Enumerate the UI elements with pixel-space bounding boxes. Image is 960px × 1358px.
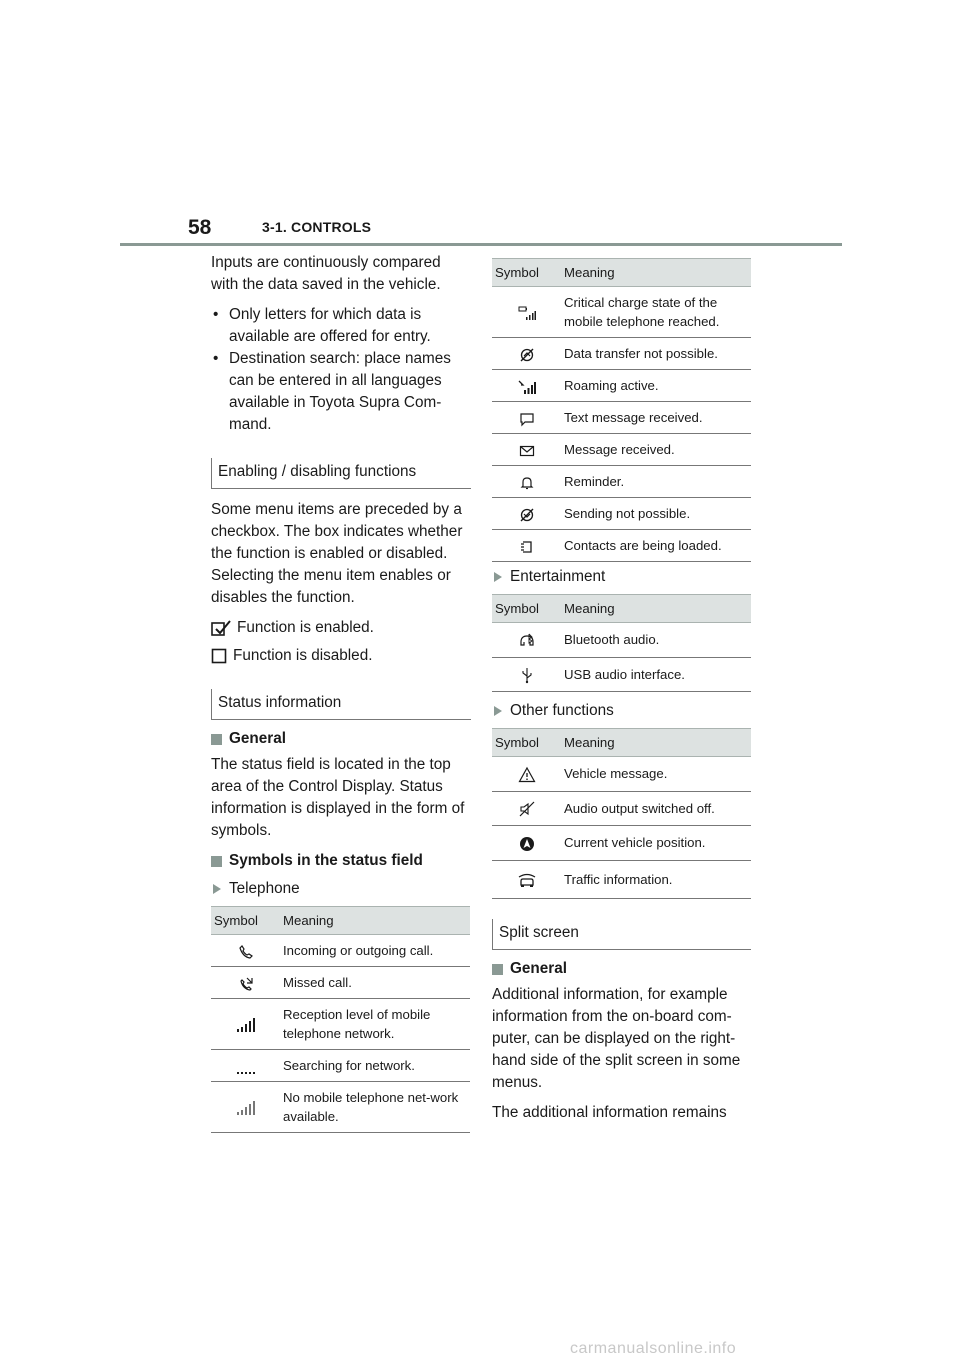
table-row (211, 1050, 470, 1082)
entertainment-heading (494, 568, 752, 586)
general-text: The status field is located in the top area of the Control Display. Status information is displayed in the form of symbols. (211, 756, 465, 839)
meaning-cell: Text message received. (561, 402, 751, 434)
meaning-cell: Incoming or outgoing call. (280, 935, 470, 967)
table-row (492, 338, 751, 370)
traffic-info-icon (516, 871, 538, 889)
table-row (492, 657, 751, 692)
col-meaning: Meaning (561, 595, 751, 623)
triangle-bullet-icon (494, 706, 502, 716)
meaning-cell: Vehicle message. (561, 757, 751, 792)
meaning-cell: Data transfer not possible. (561, 338, 751, 370)
telephone-heading (213, 880, 471, 898)
meaning-cell: Bluetooth audio. (561, 623, 751, 658)
general-heading-right-label: General (510, 960, 567, 978)
meaning-cell: Reception level of mobile telephone network. (280, 999, 470, 1050)
enabled-label: Function is enabled. (237, 619, 374, 636)
watermark: carmanualsonline.info (570, 1340, 737, 1357)
bluetooth-audio-icon (518, 632, 536, 650)
bullet-item: • Only letters for which data is available are offered for entry. (211, 304, 471, 348)
text-message-icon (519, 411, 535, 427)
missed-call-icon (238, 976, 254, 992)
enabled-line (211, 617, 471, 639)
table-row (492, 434, 751, 466)
table-row (492, 370, 751, 402)
meaning-cell: Critical charge state of the mobile telephone reached. (561, 287, 751, 338)
col-symbol: Symbol (211, 907, 280, 935)
telephone-symbol-table (211, 906, 470, 1133)
roaming-icon (518, 379, 536, 395)
meaning-cell: Sending not possible. (561, 498, 751, 530)
meaning-cell: Searching for network. (280, 1050, 470, 1082)
phone-call-icon (238, 944, 254, 960)
symbols-heading-label: Symbols in the status field (229, 852, 423, 869)
square-bullet-icon (211, 856, 222, 867)
triangle-bullet-icon (494, 572, 502, 582)
telephone-heading-label: Telephone (229, 880, 300, 897)
meaning-cell: USB audio interface. (561, 657, 751, 692)
data-transfer-off-icon (519, 347, 535, 363)
meaning-cell: Traffic information. (561, 860, 751, 899)
table-row (492, 826, 751, 861)
sending-off-icon (519, 507, 535, 523)
speaker-off-icon (518, 800, 536, 818)
usb-icon (520, 666, 534, 684)
table-row (211, 967, 470, 999)
meaning-cell: Missed call. (280, 967, 470, 999)
table-row (492, 402, 751, 434)
telephone-symbol-table-cont (492, 258, 751, 562)
meaning-cell: No mobile telephone net-work available. (280, 1082, 470, 1133)
table-row (492, 623, 751, 658)
square-bullet-icon (211, 734, 222, 745)
split-text-continued: The additional information remains (492, 1104, 727, 1122)
col-meaning: Meaning (561, 259, 751, 287)
critical-battery-icon (518, 305, 536, 321)
square-bullet-icon (492, 964, 503, 975)
other-functions-heading-label: Other functions (510, 702, 614, 720)
status-heading: Status information (211, 689, 471, 720)
meaning-cell: Reminder. (561, 466, 751, 498)
warning-icon (518, 766, 536, 784)
disabled-label: Function is disabled. (233, 647, 373, 664)
bullet-item: • Destination search: place names can be entered in all languages available in Toyota Supra Com-mand. (211, 348, 471, 436)
disabled-line (211, 645, 471, 667)
table-row (211, 1082, 470, 1133)
split-text: Additional information, for example information from the on-board com-puter, can be displayed on the right-hand side of the split screen in some menus. (492, 986, 741, 1092)
meaning-cell: Contacts are being loaded. (561, 530, 751, 562)
table-row (211, 935, 470, 967)
meaning-cell: Message received. (561, 434, 751, 466)
searching-network-icon (236, 1059, 256, 1075)
col-symbol: Symbol (492, 595, 561, 623)
table-row (492, 466, 751, 498)
checkbox-empty-icon (211, 648, 227, 664)
table-row (492, 757, 751, 792)
bell-icon (519, 475, 535, 491)
header-rule (120, 243, 842, 246)
intro-text: Inputs are continuously compared with the data saved in the vehicle. (211, 254, 441, 293)
col-meaning: Meaning (561, 729, 751, 757)
general-heading-label: General (229, 730, 286, 747)
other-functions-heading (494, 702, 752, 720)
entertainment-symbol-table (492, 594, 751, 692)
meaning-cell: Audio output switched off. (561, 791, 751, 826)
enabling-heading: Enabling / disabling functions (211, 458, 471, 489)
page-number: 58 (188, 216, 212, 239)
col-meaning: Meaning (280, 907, 470, 935)
triangle-bullet-icon (213, 884, 221, 894)
table-row (492, 498, 751, 530)
entertainment-heading-label: Entertainment (510, 568, 606, 585)
general-heading (211, 730, 471, 748)
left-column (211, 252, 471, 1133)
section-title: 3-1. CONTROLS (262, 219, 372, 235)
meaning-cell: Current vehicle position. (561, 826, 751, 861)
enabling-text: Some menu items are preceded by a checkbox. The box indicates whether the function is enabled or disabled. Selecting the menu item enables or disables the function. (211, 501, 463, 606)
bullet-list (211, 304, 471, 436)
contacts-loading-icon (519, 539, 535, 555)
split-screen-heading: Split screen (492, 919, 751, 950)
meaning-cell: Roaming active. (561, 370, 751, 402)
table-row (211, 999, 470, 1050)
table-row (492, 287, 751, 338)
vehicle-position-icon (518, 835, 536, 853)
table-row (492, 860, 751, 899)
no-network-icon (236, 1100, 256, 1116)
table-row (492, 530, 751, 562)
envelope-icon (519, 443, 535, 459)
signal-bars-icon (236, 1017, 256, 1033)
col-symbol: Symbol (492, 259, 561, 287)
table-row (492, 791, 751, 826)
symbols-heading (211, 852, 471, 870)
col-symbol: Symbol (492, 729, 561, 757)
general-heading-right (492, 960, 752, 978)
right-column (492, 258, 752, 1132)
other-functions-symbol-table (492, 728, 751, 899)
checkbox-checked-icon (211, 620, 231, 636)
